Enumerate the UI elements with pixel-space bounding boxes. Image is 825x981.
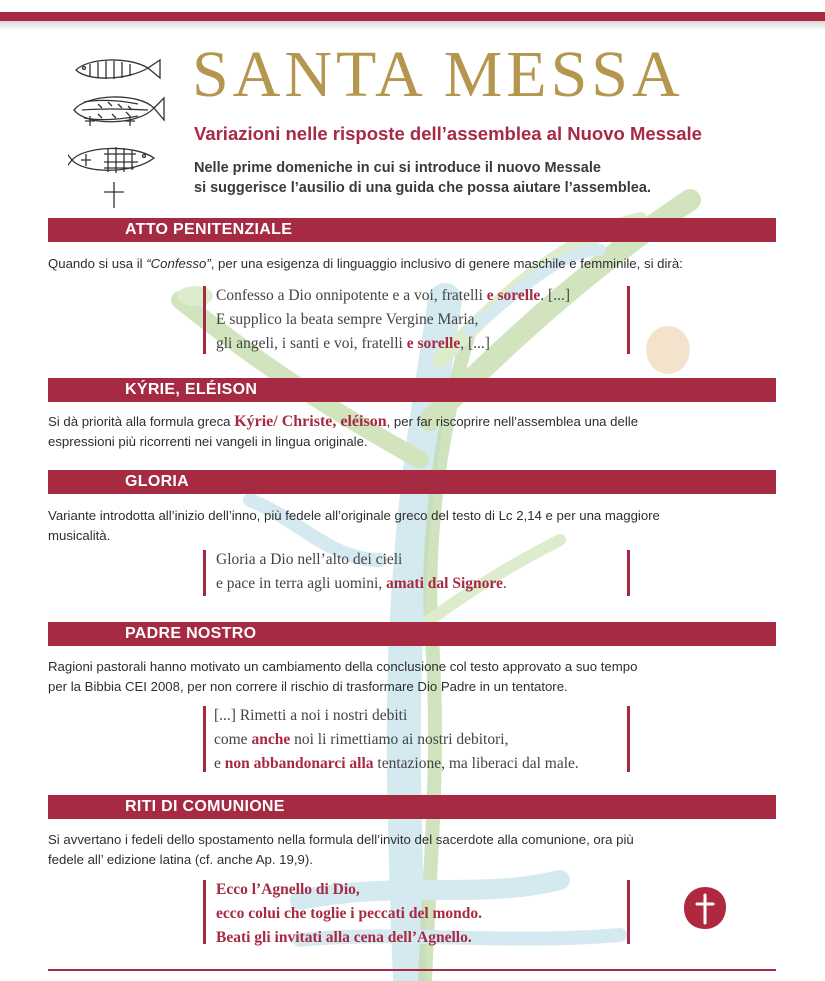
- quote-right-bar: [627, 550, 630, 596]
- section-heading-riti-comunione: [48, 795, 776, 819]
- section-heading-label: RITI DI COMUNIONE: [125, 798, 285, 815]
- quote-left-bar: [203, 880, 206, 944]
- prayer-line: gli angeli, i santi e voi, fratelli e sorelle, [...]: [216, 335, 490, 352]
- greek-formula: Kýrie/ Christe, eléison: [234, 413, 387, 430]
- prayer-line: E supplico la beata sempre Vergine Maria,: [216, 311, 479, 328]
- intro-line: Nelle prime domeniche in cui si introduce il nuovo Messale: [194, 160, 601, 176]
- paragraph-text: Quando si usa il: [48, 256, 147, 271]
- section-paragraph: [48, 830, 778, 869]
- quote-left-bar: [203, 706, 206, 772]
- paragraph-text: , per una esigenza di linguaggio inclusivo di genere maschile e femminile, si dirà:: [210, 256, 683, 271]
- cross-icon: [104, 182, 124, 208]
- section-heading-gloria: [48, 470, 776, 494]
- intro-line: si suggerisce l’ausilio di una guida che possa aiutare l’assemblea.: [194, 180, 651, 196]
- section-paragraph: [48, 254, 778, 274]
- page-title: SANTA MESSA: [192, 38, 684, 111]
- prayer-line: Confesso a Dio onnipotente e a voi, fratelli e sorelle. [...]: [216, 287, 570, 304]
- section-paragraph: [48, 657, 778, 696]
- quote-left-bar: [203, 550, 206, 596]
- section-paragraph: [48, 506, 778, 545]
- prayer-line: Gloria a Dio nell’alto dei cieli: [216, 551, 403, 568]
- prayer-quote: [216, 548, 507, 596]
- prayer-quote: [214, 704, 579, 776]
- quote-right-bar: [627, 706, 630, 772]
- prayer-line: [...] Rimetti a noi i nostri debiti: [214, 707, 408, 724]
- seal-cross-icon: [682, 885, 728, 931]
- prayer-line: e non abbandonarci alla tentazione, ma liberaci dal male.: [214, 755, 579, 772]
- prayer-quote: [216, 284, 570, 356]
- section-heading-kyrie: [48, 378, 776, 402]
- section-paragraph: [48, 412, 778, 451]
- bottom-rule: [48, 969, 776, 971]
- paragraph-line: Ragioni pastorali hanno motivato un cambiamento della conclusione col testo approvato a suo tempo: [48, 659, 638, 674]
- page-subtitle: Variazioni nelle risposte dell’assemblea al Nuovo Messale: [194, 123, 702, 144]
- paragraph-line: Variante introdotta all’inizio dell’inno, più fedele all’originale greco del testo di Lc 2,14 e per una maggiore: [48, 508, 660, 523]
- paragraph-line: Si avvertano i fedeli dello spostamento nella formula dell’invito del sacerdote alla comunione, ora più: [48, 832, 634, 847]
- paragraph-line: Si dà priorità alla formula greca Kýrie/ Christe, eléison, per far riscoprire nell’assemblea una delle: [48, 413, 639, 430]
- paragraph-line: per la Bibbia CEI 2008, per non correre il rischio di trasformare Dio Padre in un tentatore.: [48, 678, 568, 694]
- prayer-quote: [216, 878, 482, 950]
- quote-right-bar: [627, 286, 630, 354]
- quote-left-bar: [203, 286, 206, 354]
- section-heading-label: KÝRIE, ELÉISON: [125, 381, 258, 398]
- prayer-line: Ecco l’Agnello di Dio,: [216, 881, 360, 898]
- section-heading-padre-nostro: [48, 622, 776, 646]
- prayer-line: ecco colui che toglie i peccati del mondo.: [216, 905, 483, 922]
- section-heading-label: PADRE NOSTRO: [125, 625, 257, 642]
- section-heading-label: GLORIA: [125, 473, 190, 490]
- paragraph-quote: “Confesso”: [146, 256, 211, 271]
- paragraph-line: fedele all’ edizione latina (cf. anche Ap. 19,9).: [48, 851, 313, 867]
- paragraph-line: musicalità.: [48, 527, 111, 543]
- intro-text: [194, 158, 651, 198]
- section-heading-label: ATTO PENITENZIALE: [125, 221, 293, 238]
- prayer-line: e pace in terra agli uomini, amati dal Signore.: [216, 575, 507, 592]
- quote-right-bar: [627, 880, 630, 944]
- section-heading-atto-penitenziale: [48, 218, 776, 242]
- prayer-line: come anche noi li rimettiamo ai nostri debitori,: [214, 731, 509, 748]
- paragraph-line: espressioni più ricorrenti nei vangeli in lingua originale.: [48, 433, 368, 449]
- fish-icon: [68, 50, 168, 210]
- prayer-line: Beati gli invitati alla cena dell’Agnello.: [216, 929, 472, 946]
